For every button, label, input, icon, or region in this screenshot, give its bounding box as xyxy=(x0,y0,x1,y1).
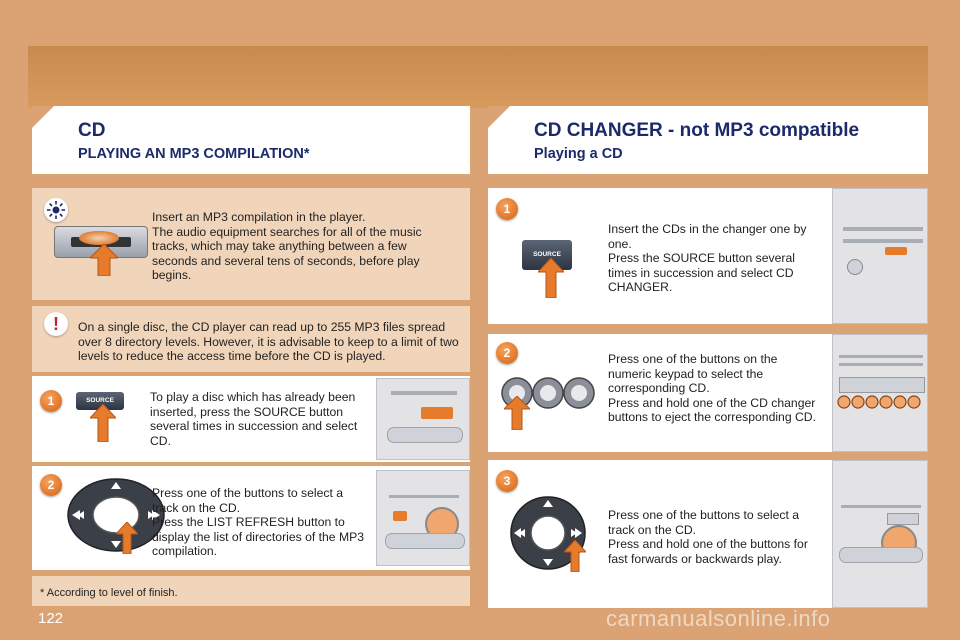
sun-info-icon xyxy=(44,198,68,222)
info-line-2: The audio equipment searches for all of the music tracks, which may take anything between a few seconds and several tens of seconds, before play begins. xyxy=(152,224,422,283)
info-line-1: Insert an MP3 compilation in the player. xyxy=(152,210,366,224)
page-number: 122 xyxy=(38,610,64,627)
left-step-1 xyxy=(32,376,470,462)
up-arrow-icon xyxy=(90,244,118,281)
watermark: carmanualsonline.info xyxy=(606,606,831,631)
up-arrow-icon xyxy=(504,396,530,435)
right-step-2-text xyxy=(608,352,818,425)
step-number: 3 xyxy=(496,470,518,492)
right-step-3-text xyxy=(608,508,822,566)
left-step-2-text xyxy=(152,486,372,559)
right-step-2 xyxy=(488,334,928,452)
up-arrow-icon xyxy=(116,522,138,559)
right-step-3-line-2: Press and hold one of the buttons for fast forwards or backwards play. xyxy=(608,537,808,566)
header-band xyxy=(28,46,928,108)
right-subtitle: Playing a CD xyxy=(534,146,623,162)
right-step-2-line-1: Press one of the buttons on the numeric keypad to select the corresponding CD. xyxy=(608,352,778,396)
source-button-label: SOURCE xyxy=(86,397,114,404)
left-title: CD xyxy=(78,120,106,141)
left-step-2 xyxy=(32,466,470,570)
up-arrow-icon xyxy=(564,540,586,577)
up-arrow-icon xyxy=(90,404,116,447)
right-title: CD CHANGER - not MP3 compatible xyxy=(534,120,860,141)
source-button-label: SOURCE xyxy=(533,251,561,258)
left-step-2-line-2: Press the LIST REFRESH button to display the list of directories of the MP3 compilation. xyxy=(152,515,365,559)
corner-fold xyxy=(488,106,510,128)
radio-panel-image xyxy=(832,334,928,452)
right-header xyxy=(488,106,928,174)
right-step-1 xyxy=(488,188,928,324)
step-number: 1 xyxy=(496,198,518,220)
radio-panel-image xyxy=(376,470,470,566)
left-step-2-line-1: Press one of the buttons to select a track on the CD. xyxy=(152,486,344,515)
step-number: 1 xyxy=(40,390,62,412)
info-text xyxy=(152,210,442,283)
right-step-3 xyxy=(488,460,928,608)
footnote-text: * According to level of finish. xyxy=(40,587,178,599)
corner-fold xyxy=(32,106,54,128)
warning-text: On a single disc, the CD player can read up to 255 MP3 files spread over 8 directory levels. However, it is advisable to keep to a limit of two levels to reduce the access time before the CD is played. xyxy=(78,320,459,364)
left-header xyxy=(32,106,470,174)
info-panel xyxy=(32,188,470,300)
radio-panel-image xyxy=(376,378,470,460)
footnote-panel xyxy=(32,576,470,606)
right-step-1-line-1: Insert the CDs in the changer one by one. xyxy=(608,222,807,251)
exclamation-icon: ! xyxy=(44,312,68,336)
cd-disc-icon xyxy=(79,231,119,245)
left-subtitle: PLAYING AN MP3 COMPILATION* xyxy=(78,146,310,162)
left-step-1-text: To play a disc which has already been inserted, press the SOURCE button several times in succession and select CD. xyxy=(150,390,358,448)
radio-panel-image xyxy=(832,460,928,608)
right-step-1-text xyxy=(608,222,818,295)
warning-panel xyxy=(32,306,470,372)
step-number: 2 xyxy=(40,474,62,496)
right-step-1-line-2: Press the SOURCE button several times in succession and select CD CHANGER. xyxy=(608,251,795,295)
up-arrow-icon xyxy=(538,258,564,303)
radio-panel-image xyxy=(832,188,928,324)
step-number: 2 xyxy=(496,342,518,364)
right-step-2-line-2: Press and hold one of the CD changer buttons to eject the corresponding CD. xyxy=(608,395,816,425)
right-step-3-line-1: Press one of the buttons to select a track on the CD. xyxy=(608,508,800,537)
